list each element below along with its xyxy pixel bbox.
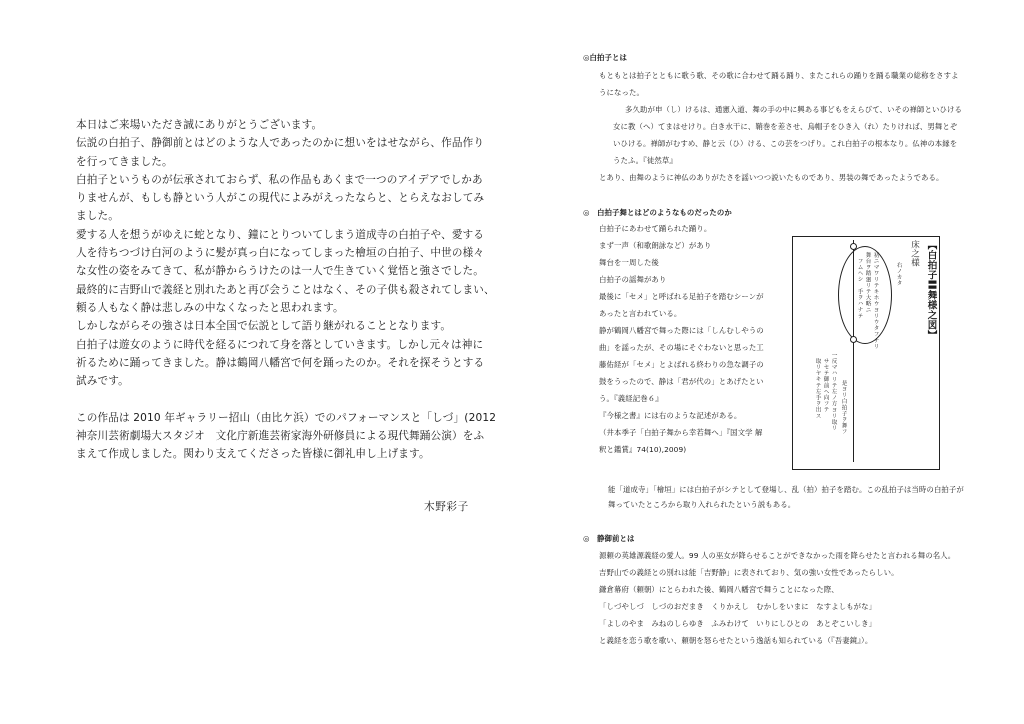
paragraph-line: 人を待ちつづけ白河のように髪が真っ白になってしまった檜垣の白拍子、中世の様々 [76,247,485,260]
poem-line: 「よしのやま みねのしらゆき ふみわけて いりにしひとの あとぞこいしき」 [599,619,877,628]
body-line: 吉野山での義経との別れは能「吉野静」に表されており、気の強い女性であったらしい。 [599,568,899,577]
body-line: とあり、由舞のように神仏のありがたさを謡いつつ説いたものであり、男装の舞であったようである。 [599,173,944,182]
blank-line [76,390,496,408]
paragraph-line: 最終的に吉野山で義経と別れたあと再び会うことはなく、その子供も殺されてしまい、 [76,283,495,296]
paragraph-line: な女性の姿をみてきて、私が静からうけたのは一人で生きていく覚悟と強さでした。 [76,265,485,278]
body-line: 能「道成寺」「檜垣」には白拍子がシテとして登場し、乱（拍）拍子を踏む。この乱拍子は当時の白拍子が [608,485,964,494]
paragraph-line: 伝説の白拍子、静御前とはどのような人であったのかに想いをはせながら、作品作り [76,137,485,150]
body-line: 舞台を一周した後 [599,258,659,267]
body-line: う。『義経記巻６』 [599,394,663,403]
figure-note: 一反マハリテ左ノ方ヨリ取リ [830,352,837,432]
figure-note: 取リヤキテ左手ヲ出ス [814,358,821,419]
body-line: 鎌倉幕府（頼朝）にとらわれた後、鶴岡八幡宮で舞うことになった際、 [599,585,839,594]
paragraph-line: りませんが、もしも静という人がこの現代によみがえったならと、とらえなおしてみ [76,192,485,205]
paragraph-line: 頼る人もなく静は悲しみの中なくなったと思われます。 [76,301,344,314]
path-line [853,240,854,462]
path-node [850,336,857,343]
paragraph-line: この作品は 2010 年ギャラリー招山（由比ケ浜）でのパフォーマンスと「しづ」(2012 [76,411,497,424]
figure-note: フムヘシ 手ヲハナテ [856,258,863,319]
body-line: 白拍子にあわせて踊られた踊り。 [599,224,712,233]
citation-line: 釈と鑑賞』74(10),2009) [599,445,687,454]
figure-note: サセテ御前ヘ向フテ [822,358,829,413]
author-name: 木野彩子 [424,501,469,513]
paragraph-line: ました。 [76,210,119,223]
figure-note: 右ノカタ [895,262,902,287]
paragraph-line: 試みです。 [76,375,129,388]
body-line: まず一声（和歌朗詠など）があり [599,241,712,250]
paragraph-line: しかしながらその強さは日本全国で伝説として語り継がれることとなります。 [76,320,452,333]
citation-line: （井本季子「白拍子舞から幸若舞へ」『国文学 解 [599,428,763,437]
section-heading: ◎ 静御前とは [583,534,635,543]
body-line: 最後に「セメ」と呼ばれる足拍子を踏むシーンが [599,292,764,301]
quote-line: いひける。禅師がむすめ、静と云（ひ）ける、この芸をつげり。これ白拍子の根本なり。仏神の本縁を [613,139,958,148]
figure-note: 初ニマワリテキホウヨリウタフナリ [872,252,879,350]
figure-subtitle: 床之様 [909,240,920,267]
greeting-text [76,116,496,464]
body-line: もともとは拍子とともに歌う歌、その歌に合わせて踊る踊り、またこれらの踊りを踊る職業の総称をさすよ [599,71,959,80]
quote-line: うたふ。『徒然草』 [613,156,677,165]
body-line: 曲」を謡ったが、その場にそぐわないと思った工 [599,343,764,352]
paragraph-line: 神奈川芸術劇場大スタジオ 文化庁新進芸術家海外研修員による現代舞踊公演）をふ [76,430,485,443]
body-line: 源頼の英雄源義経の愛人。99 人の巫女が降らせることができなかった雨を降らせたと言われる舞の名人。 [599,551,956,560]
paragraph-line: 本日はご来場いただき誠にありがとうございます。 [76,119,323,131]
body-line: 舞っていたところから取り入れられたという説もある。 [608,500,796,509]
poem-line: 「しづやしづ しづのおだまき くりかえし むかしをいまに なすよしもがな」 [599,602,877,611]
paragraph-line: を行ってきました。 [76,155,173,168]
path-node [850,243,857,250]
section-heading: ◎白拍子とは [583,53,628,62]
body-line: うになった。 [599,88,644,97]
body-line: 藤佑経が「セメ」とよばれる終わりの急な調子の [599,360,764,369]
body-line: 静が鶴岡八幡宮で舞った際には「しんむしやうの [599,326,764,335]
body-line: 鼓をうったので、静は「君が代の」とあげたとい [599,377,764,386]
figure-title: 【白拍子〓舞様之図】 [925,240,937,340]
body-line: 白拍子の謡舞があり [599,275,667,284]
body-line: あったと言われている。 [599,309,682,318]
paragraph-line: 祈るために踊ってきました。静は鶴岡八幡宮で何を踊ったのか。それを探そうとする [76,356,485,369]
paragraph-line: 白拍子は遊女のように時代を経るにつれて身を落としていきます。しかし元々は神に [76,338,484,351]
body-line: 『今様之書』には右のような記述がある。 [599,411,742,420]
paragraph-line: 愛する人を想うがゆえに蛇となり、鐘にとりついてしまう道成寺の白拍子や、愛する [76,228,485,241]
quote-line: 女に教（へ）てまはせけり。白き水干に、鞘巻を差させ、烏帽子をひき入（れ）たりければ、男舞とぞ [613,122,958,131]
section-heading: ◎ 白拍子舞とはどのようなものだったのか [583,208,732,217]
paragraph-line: 白拍子というものが伝承されておらず、私の作品もあくまで一つのアイデアでしかあ [76,173,483,186]
quote-line: 多久助が申（し）けるは、通憲入道、舞の手の中に興ある事どもをえらびて、いその禅師といひける [625,105,962,114]
figure-note: 是ヨリ白拍子ヲ舞フ [840,380,847,435]
body-line: と義経を恋う歌を歌い、頼朝を怒らせたという逸話も知られている（『吾妻鏡』）。 [599,636,873,645]
paragraph-line: まえて作成しました。関わり支えてくださった皆様に御礼申し上げます。 [76,448,430,461]
figure-note: 舞台ヲ踏廻リテ大略ニ [864,252,871,313]
